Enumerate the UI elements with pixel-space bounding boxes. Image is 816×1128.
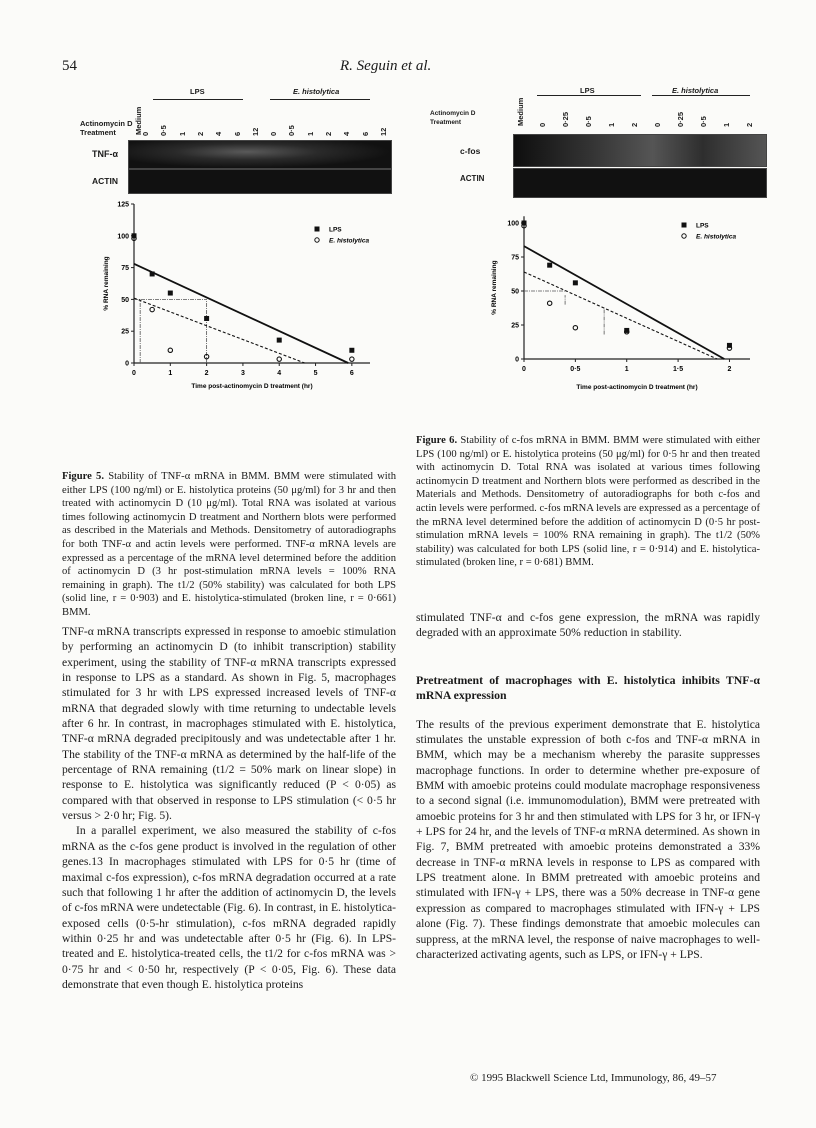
lane-label: 1: [305, 131, 315, 136]
group-label-lps: LPS: [580, 86, 595, 95]
lane-label: 1: [722, 122, 731, 127]
x-tick-label: 0: [132, 370, 136, 377]
lane-label: 0·25: [676, 111, 685, 127]
running-head: R. Seguin et al.: [340, 58, 432, 74]
figure-5-chart: [60, 195, 400, 395]
x-tick-label: 3: [240, 370, 245, 377]
y-tick-label: 125: [117, 201, 129, 209]
paragraph: TNF-α mRNA transcripts expressed in response to amoebic stimulation by performing an actinomycin D (to inhibit transcription) stability experiment, using the stability of TNF-α mRNA transcripts expressed in response to LPS as a standard. As shown in Fig. 5, macrophages stimulated for 3 hr with LPS expressed increased levels of TNF-α mRNA that degraded slowly with time returning to undectable levels after 6 hr. In contrast, in macrophages stimulated with E. histolytica, TNF-α mRNA degraded precipitously and was undetectable after 1 hr. The stability of the TNF-α mRNA as determined by the half-life of the percentage of RNA remaining (t1/2 = 50% mark on linear slope) in response to E. histolytica was significantly reduced (P < 0·05) as compared with that observed in response to LPS stimulation (< 0·5 hr versus > 2·0 hr; Fig. 5).: [62, 625, 396, 823]
caption-label: Figure 5.: [62, 471, 104, 482]
y-tick-label: 50: [511, 288, 519, 296]
y-tick-label: 25: [121, 328, 129, 336]
lane-label: 12: [250, 127, 260, 136]
band-label-tnf: TNF-α: [92, 149, 119, 159]
x-tick-label: 2: [204, 370, 209, 377]
lane-label: 6: [360, 131, 370, 136]
lane-label-medium: Medium: [516, 97, 525, 126]
row-label: Treatment: [80, 128, 116, 137]
lane-label: 0·5: [584, 116, 593, 127]
caption-text: Stability of c-fos mRNA in BMM. BMM were stimulated with either LPS (100 ng/ml) or E. histolytica proteins (50 μg/ml) for 0·5 hr and then treated with actinomycin D. Total RNA was isolated at various times following actinomycin D treatment and Northern blots were performed as described in the Materials and Methods. Densitometry of autoradiographs for both c-fos and actin levels were performed. c-fos mRNA levels are expressed as a percentage of the mRNA level determined before the addition of actinomycin D (0·5 hr post-stimulation mRNA levels = 100% RNA remaining in graph). The t1/2 (50% stability) was calculated for both LPS (solid line, r = 0·914) and E. histolytica-stimulated (broken line, r = 0·681) BMM.: [416, 435, 760, 569]
fit-line-eh: [524, 272, 717, 359]
band-label-cfos: c-fos: [460, 146, 481, 156]
data-point-eh: [350, 357, 354, 361]
legend-label: LPS: [696, 222, 709, 230]
lane-label: 1: [177, 131, 187, 136]
legend-label: E. histolytica: [696, 233, 737, 241]
group-label-eh: E. histolytica: [672, 86, 719, 95]
x-axis-label: Time post-actinomycin D treatment (hr): [576, 384, 698, 391]
y-tick-label: 75: [511, 254, 519, 262]
page-number: 54: [62, 58, 77, 74]
legend-label: E. histolytica: [329, 237, 370, 245]
x-tick-label: 1: [624, 366, 629, 373]
lane-label: 0·5: [159, 125, 169, 136]
group-label-eh: E. histolytica: [293, 87, 340, 96]
fit-line-lps: [134, 264, 348, 363]
group-label-lps: LPS: [190, 87, 205, 96]
data-point-lps: [277, 338, 282, 343]
caption-label: Figure 6.: [416, 435, 458, 446]
x-tick-label: 0·5: [570, 366, 581, 373]
y-tick-label: 100: [117, 233, 129, 241]
data-point-eh: [277, 357, 281, 361]
data-point-lps: [168, 291, 173, 296]
lane-label: 0: [653, 122, 662, 127]
data-point-lps: [573, 280, 578, 285]
right-column-text: [416, 610, 760, 962]
y-axis-label: % RNA remaining: [103, 256, 110, 311]
data-point-eh: [573, 326, 577, 330]
data-point-lps: [547, 263, 552, 268]
band-label-actin: ACTIN: [92, 176, 118, 186]
x-tick-label: 2: [727, 366, 732, 373]
legend-label: LPS: [329, 226, 342, 234]
section-heading: Pretreatment of macrophages with E. histolytica inhibits TNF-α mRNA expression: [416, 672, 760, 702]
lane-label: 12: [378, 127, 388, 136]
lane-label: 2: [195, 131, 205, 136]
lane-label: 2: [745, 122, 754, 127]
x-tick-label: 0: [522, 366, 526, 373]
data-point-eh: [168, 348, 172, 352]
figure-6-chart: [420, 200, 780, 415]
y-tick-label: 0: [515, 356, 519, 364]
data-point-lps: [150, 271, 155, 276]
copyright-footer: © 1995 Blackwell Science Ltd, Immunology, 86, 49–57: [470, 1072, 717, 1084]
data-point-eh: [547, 301, 551, 305]
x-tick-label: 6: [349, 370, 354, 377]
lane-label: 0: [141, 131, 150, 136]
legend-marker-eh: [315, 238, 319, 242]
legend-marker-lps: [315, 227, 320, 232]
actin-band: [513, 168, 767, 198]
lane-label: 0: [269, 131, 279, 136]
y-tick-label: 0: [125, 360, 129, 368]
lane-label: 0·5: [699, 116, 708, 127]
legend-marker-eh: [682, 234, 686, 238]
fit-line-lps: [524, 246, 724, 359]
lane-label: 4: [214, 131, 224, 136]
x-axis-label: Time post-actinomycin D treatment (hr): [191, 383, 313, 390]
paragraph: The results of the previous experiment demonstrate that E. histolytica stimulates the unstable expression of both c-fos and TNF-α mRNA in BMM, which may be a mechanism whereby the parasite suppresses macrophage functions. In order to determine whether pre-exposure of BMM with amoebic proteins could modulate macrophage responsiveness to a second signal (i.e. immunomodulation), BMM were pretreated with amoebic proteins for 3 hr and then stimulated with LPS for 3 hr, or IFN-γ + LPS for 24 hr, and the levels of TNF-α mRNA determined. As shown in Fig. 7, BMM pretreated with amoebic proteins demonstrated a 33% decrease in TNF-α mRNA levels in response to LPS as compared with LPS treatment alone. In BMM pretreated with amoebic proteins and stimulated with IFN-γ + LPS, there was a 50% decrease in TNF-α gene expression as compared to macrophages stimulated with IFN-γ + LPS alone (Fig. 7). These findings demonstrate that amoebic molecules can suppress, at the mRNA level, the response of naive macrophages to well-characterized activating agents, such as LPS, or IFN-γ + LPS.: [416, 717, 760, 961]
paragraph: stimulated TNF-α and c-fos gene expression, the mRNA was rapidly degraded with an approximate 50% reduction in stability.: [416, 611, 760, 640]
y-tick-label: 100: [507, 220, 519, 228]
row-label: Treatment: [430, 119, 462, 126]
data-point-lps: [349, 348, 354, 353]
legend-marker-lps: [682, 223, 687, 228]
x-tick-label: 5: [313, 370, 318, 377]
figure-5-caption: [62, 470, 396, 620]
figure-6-northern-blot: [420, 80, 780, 195]
x-tick-label: 1: [168, 370, 173, 377]
row-label: Actinomycin D: [80, 119, 133, 128]
paragraph: In a parallel experiment, we also measured the stability of c-fos mRNA as the c-fos gene product is involved in the regulation of other genes.13 In macrophages stimulated with LPS for 0·5 hr (time of maximal c-fos expression), c-fos mRNA degradation occurred at a rate such that following 1 hr after the addition of actinomycin D, the levels of c-fos mRNA were undetectable (Fig. 6). In contrast, in E. histolytica-exposed cells (0·5-hr stimulation), c-fos mRNA degraded rapidly within 0·25 hr and was undetectable after 0·5 hr (Fig. 6). In LPS-treated and E. histolytica-treated cells, the t1/2 for c-fos mRNA was > 0·75 hr and < 0·50 hr, respectively (P < 0·05, Fig. 6). These data demonstrate that even though E. histolytica proteins: [62, 824, 396, 991]
lane-label: 0: [538, 122, 547, 127]
actin-band: [128, 169, 392, 194]
data-point-eh: [150, 307, 154, 311]
caption-text: Stability of TNF-α mRNA in BMM. BMM were stimulated with either LPS (100 ng/ml) or E. histolytica proteins (50 μg/ml) for 3 hr and then treated with actinomycin D (10 μg/ml). Total RNA was isolated at various times following actinomycin D treatment and Northern blots were performed as described in the Materials and Methods. Densitometry of autoradiographs for both TNF-α and actin levels were performed. TNF-α mRNA levels are expressed as a percentage of the mRNA level determined before the addition of actinomycin D (3 hr post-stimulation mRNA levels = 100% RNA remaining in graph). The t1/2 (50% stability) was calculated for both LPS (solid line, r = 0·903) and E. histolytica-stimulated (broken line, r = 0·661) BMM.: [62, 471, 396, 618]
cfos-band: [513, 134, 767, 167]
lane-label: 6: [232, 131, 242, 136]
lane-label-medium: Medium: [134, 106, 143, 135]
tnf-band: [128, 140, 392, 169]
figure-5-northern-blot: [60, 80, 400, 195]
lane-label: 0·25: [561, 111, 570, 127]
left-column-text: [62, 624, 396, 992]
lane-label: 2: [324, 131, 333, 136]
y-tick-label: 75: [121, 265, 129, 273]
band-label-actin: ACTIN: [460, 174, 485, 183]
x-tick-label: 1·5: [673, 366, 684, 373]
lane-label: 0·5: [287, 125, 297, 136]
y-tick-label: 25: [511, 322, 519, 330]
row-label: Actinomycin D: [430, 110, 476, 117]
x-tick-label: 4: [277, 370, 282, 377]
y-tick-label: 50: [121, 296, 129, 304]
lane-label: 1: [607, 122, 616, 127]
lane-label: 2: [630, 122, 639, 127]
data-point-lps: [204, 316, 209, 321]
y-axis-label: % RNA remaining: [491, 260, 498, 315]
lane-label: 4: [342, 131, 352, 136]
figure-6-caption: [416, 434, 760, 570]
